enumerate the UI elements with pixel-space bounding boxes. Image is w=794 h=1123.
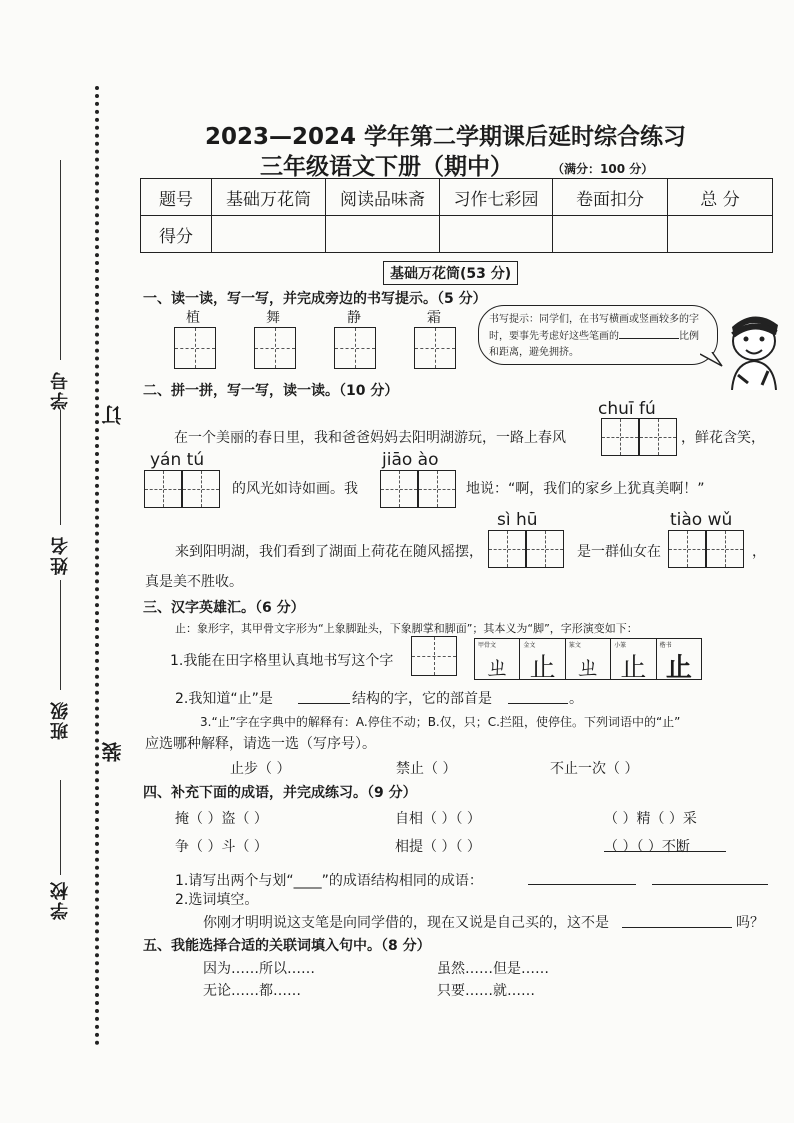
idiom-item: （ ）（ ）不断 (604, 839, 690, 855)
answer-blank[interactable] (622, 927, 732, 928)
score-cell[interactable] (326, 216, 440, 253)
answer-blank[interactable] (508, 703, 568, 704)
score-table (140, 178, 773, 253)
q3-item1: 1.我能在田字格里认真地书写这个字 (170, 653, 394, 669)
conjunction-pair: 无论……都…… (203, 983, 301, 999)
binding-mark-ding: 订 (101, 405, 125, 425)
score-header-total: 总 分 (668, 179, 773, 216)
q2-text: 真是美不胜收。 (145, 574, 243, 590)
idiom-item: 掩（ ）盗（ ） (175, 811, 268, 827)
bubble-tail-icon (700, 352, 724, 372)
q1-char: 舞 (266, 310, 280, 326)
score-cell[interactable] (553, 216, 668, 253)
evolution-cell: 小篆 止 (611, 639, 656, 679)
tianzige-box[interactable] (639, 418, 677, 456)
score-cell[interactable] (212, 216, 326, 253)
tianzige-box[interactable] (488, 530, 526, 568)
cartoon-boy-icon (718, 305, 790, 390)
answer-blank[interactable] (528, 884, 636, 885)
evolution-cell: 金文 止 (520, 639, 565, 679)
conjunction-pair: 因为……所以…… (203, 961, 315, 977)
score-header-neatness: 卷面扣分 (553, 179, 668, 216)
hint-tail: 比例和距离，避免拥挤。 (489, 331, 699, 358)
tianzige-box[interactable] (668, 530, 706, 568)
tianzige-box[interactable] (414, 327, 456, 369)
pinyin-label: tiào wǔ (670, 510, 733, 530)
exam-title: 2023—2024 学年第二学期课后延时综合练习 (205, 124, 687, 150)
tianzige-box[interactable] (182, 470, 220, 508)
tianzige-box[interactable] (174, 327, 216, 369)
tianzige-box[interactable] (706, 530, 744, 568)
score-header-reading: 阅读品味斋 (326, 179, 440, 216)
conjunction-pair: 只要……就…… (437, 983, 535, 999)
q2-text: 在一个美丽的春日里，我和爸爸妈妈去阳明湖游玩，一路上春风 (174, 430, 566, 446)
binding-mark-zhuang: 装 (101, 742, 125, 762)
tianzige-box[interactable] (380, 470, 418, 508)
pinyin-label: jiāo ào (382, 450, 439, 470)
q3-word: 止步（ ） (230, 761, 291, 777)
q4-item1: 1.请写出两个与划“____”的成语结构相同的成语： (175, 873, 483, 889)
q3-item2: 结构的字，它的部首是 (352, 691, 492, 707)
margin-label-number: 学号 (50, 370, 71, 410)
q1-char: 霜 (427, 310, 441, 326)
idiom-item: 争（ ）斗（ ） (175, 839, 268, 855)
tianzige-box[interactable] (526, 530, 564, 568)
score-header-number: 题号 (141, 179, 212, 216)
q2-text: 的风光如诗如画。我 (232, 481, 358, 497)
q1-heading: 一、读一读，写一写，并完成旁边的书写提示。（5 分） (143, 291, 487, 307)
margin-blank-class (60, 580, 61, 690)
q4-item2-sentence: 你刚才明明说这支笔是向同学借的，现在又说是自己买的，这不是 (203, 915, 609, 931)
q1-char: 静 (347, 310, 361, 326)
margin-blank-name (60, 410, 61, 525)
pinyin-label: chuī fú (598, 399, 656, 419)
score-header-writing: 习作七彩园 (440, 179, 553, 216)
idiom-item: （ ）精（ ）采 (604, 811, 697, 827)
q5-heading: 五、我能选择合适的关联词填入句中。（8 分） (143, 938, 431, 954)
pinyin-label: yán tú (150, 450, 205, 470)
pinyin-label: sì hū (497, 510, 538, 530)
q2-text: 来到阳明湖，我们看到了湖面上荷花在随风摇摆， (175, 544, 483, 560)
q3-word: 不止一次（ ） (550, 761, 639, 777)
hint-text: 书写提示：同学们，在书写横画或竖画较多的字时，要事先考虑好这些笔画的 (489, 314, 699, 342)
q3-item2: 2.我知道“止”是 (175, 691, 273, 707)
margin-blank-school (60, 780, 61, 875)
q3-item3: 应选哪种解释，请选一选（写序号）。 (145, 736, 376, 752)
character-evolution-strip (474, 638, 702, 683)
q3-intro: 止：象形字，其甲骨文字形为“上象脚趾头，下象脚掌和脚面”；其本义为“脚”，字形演变如下： (175, 622, 638, 635)
tianzige-box[interactable] (254, 327, 296, 369)
hint-blank[interactable] (619, 328, 679, 339)
idiom-item: 自相（ ）（ ） (395, 811, 481, 827)
q3-heading: 三、汉字英雄汇。（6 分） (143, 600, 305, 616)
q1-char: 植 (186, 310, 200, 326)
q4-item2-tail: 吗？ (736, 915, 764, 931)
section-title: 基础万花筒(53 分) (383, 261, 518, 285)
tianzige-box[interactable] (601, 418, 639, 456)
evolution-cell: 篆文 ㄓ (566, 639, 611, 679)
score-cell[interactable] (440, 216, 553, 253)
writing-hint-bubble (478, 305, 718, 365)
answer-blank[interactable] (652, 884, 768, 885)
margin-label-name: 姓名 (50, 535, 71, 575)
q2-text: 是一群仙女在 (577, 544, 661, 560)
margin-label-class: 班级 (50, 700, 71, 740)
exam-subtitle: 三年级语文下册（期中） (260, 154, 513, 180)
binding-dotted-line (95, 86, 99, 1046)
q2-text: 地说：“啊，我们的家乡上犹真美啊！” (466, 481, 705, 497)
evolution-cell: 楷书 止 (659, 642, 692, 683)
tianzige-box[interactable] (334, 327, 376, 369)
q4-heading: 四、补充下面的成语，并完成练习。（9 分） (143, 785, 417, 801)
q4-item2: 2.选词填空。 (175, 892, 259, 908)
score-header-basic: 基础万花筒 (212, 179, 326, 216)
full-mark: （满分：100 分） (552, 162, 654, 176)
q3-item3: 3.“止”字在字典中的解释有：A.停住不动；B.仅，只；C.拦阻，使停住。下列词语中的“止” (200, 715, 681, 729)
conjunction-pair: 虽然……但是…… (437, 961, 549, 977)
idiom-underline (604, 851, 726, 852)
idiom-item: 相提（ ）（ ） (395, 839, 481, 855)
q2-text: ， (752, 544, 766, 560)
q3-item2: 。 (569, 691, 583, 707)
answer-blank[interactable] (298, 703, 350, 704)
q3-word: 禁止（ ） (396, 761, 457, 777)
q2-text: ，鲜花含笑， (681, 430, 765, 446)
score-cell[interactable] (668, 216, 773, 253)
evolution-cell: 甲骨文 ㄓ (475, 639, 520, 679)
q2-heading: 二、拼一拼，写一写，读一读。（10 分） (143, 383, 399, 399)
tianzige-box[interactable] (418, 470, 456, 508)
tianzige-box[interactable] (411, 636, 457, 676)
tianzige-box[interactable] (144, 470, 182, 508)
margin-label-school: 学校 (50, 880, 71, 920)
score-row-label: 得分 (141, 216, 212, 253)
margin-blank-number (60, 160, 61, 360)
